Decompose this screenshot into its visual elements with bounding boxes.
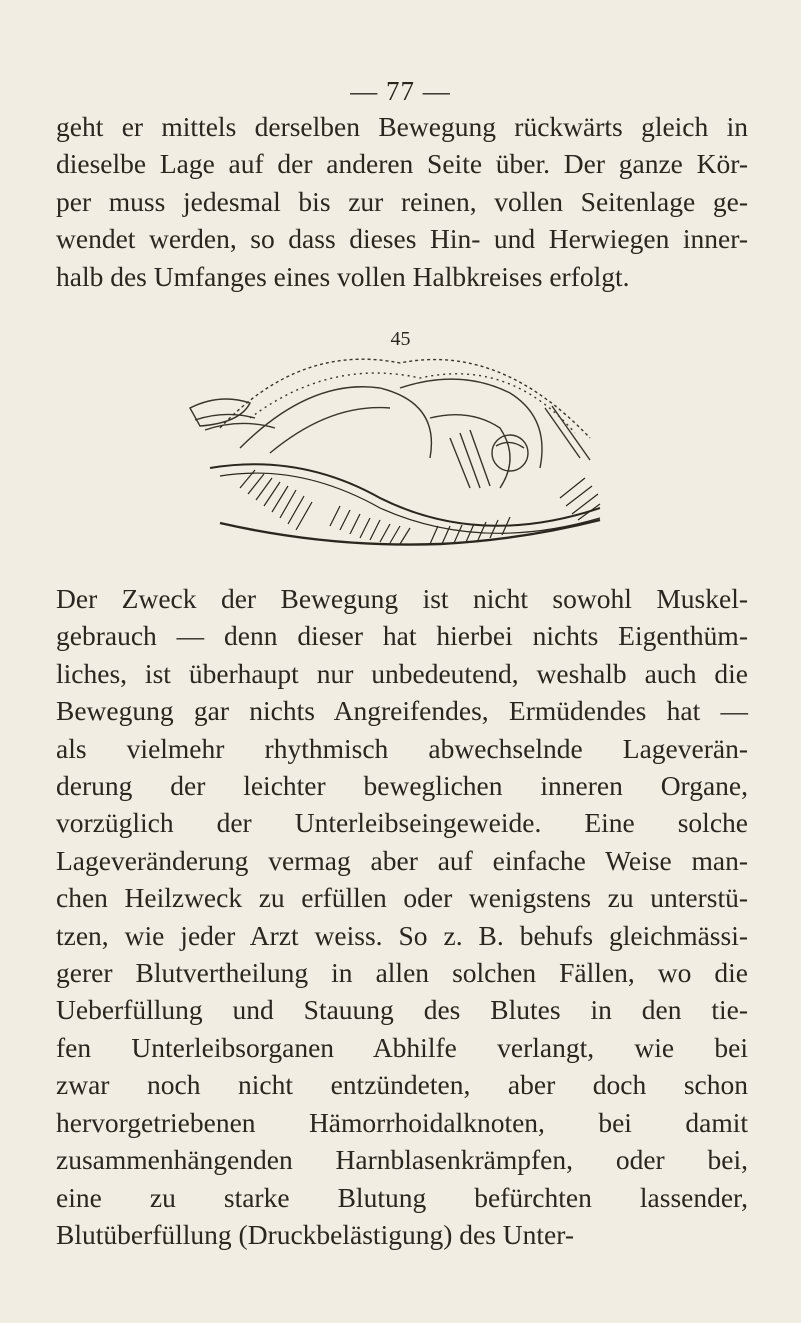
text-line: dieselbe Lage auf der anderen Seite über. Der ganze Kör- [56,148,748,180]
text-line: Ueberfüllung und Stauung des Blutes in den tie- [56,994,748,1026]
text-line: per muss jedesmal bis zur reinen, vollen Seitenlage ge- [56,185,748,217]
text-line: zusammenhängenden Harnblasenkrämpfen, oder bei, [56,1144,748,1176]
paragraph-top [56,108,748,295]
figure-number: 45 [390,328,411,350]
text-line: halb des Umfanges eines vollen Halbkreises erfolgt. [56,260,630,292]
text-line: liches, ist überhaupt nur unbedeutend, weshalb auch die [56,657,748,689]
text-line: eine zu starke Blutung befürchten lassender, [56,1181,748,1213]
text-line: Blutüberfüllung (Druckbelästigung) des Unter- [56,1218,575,1250]
text-line: als vielmehr rhythmisch abwechselnde Lageverän- [56,732,748,764]
figure-illustration [180,348,620,558]
text-line: wendet werden, so dass dieses Hin- und Herwiegen inner- [56,223,748,255]
figure-drawing [180,348,620,558]
text-line: Lageveränderung vermag aber auf einfache Weise man- [56,844,748,876]
text-line: vorzüglich der Unterleibseingeweide. Eine solche [56,807,748,839]
text-line: geht er mittels derselben Bewegung rückwärts gleich in [56,111,748,142]
text-line: gebrauch — denn dieser hat hierbei nichts Eigenthüm- [56,620,748,652]
text-line: zwar noch nicht entzündeten, aber doch schon [56,1069,748,1101]
text-line: chen Heilzweck zu erfüllen oder wenigstens zu unterstü- [56,882,748,914]
page-number: — 77 — [350,76,451,106]
paragraph-bottom [56,580,748,1253]
text-line: Der Zweck der Bewegung ist nicht sowohl Muskel- [56,583,748,614]
text-line: derung der leichter beweglichen inneren Organe, [56,770,748,802]
text-line: hervorgetriebenen Hämorrhoidalknoten, bei damit [56,1106,748,1138]
text-line: gerer Blutvertheilung in allen solchen Fällen, wo die [56,957,748,989]
text-line: fen Unterleibsorganen Abhilfe verlangt, wie bei [56,1031,748,1063]
text-line: Bewegung gar nichts Angreifendes, Ermüdendes hat — [56,695,748,727]
text-line: tzen, wie jeder Arzt weiss. So z. B. behufs gleichmässi- [56,919,748,951]
